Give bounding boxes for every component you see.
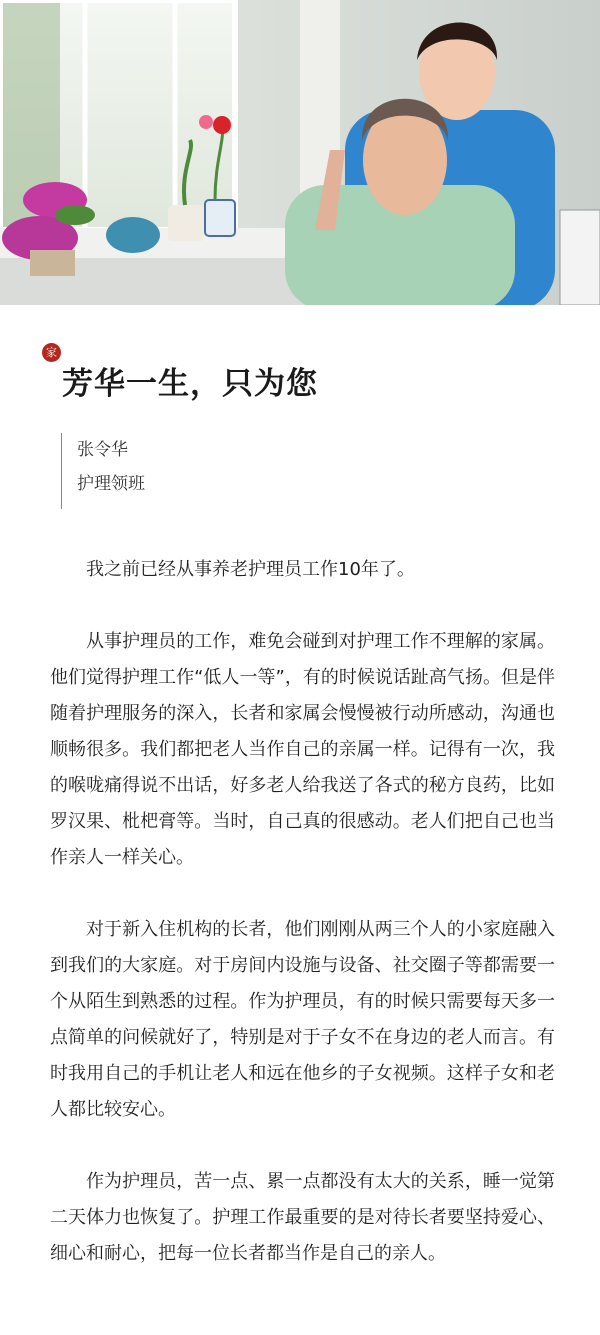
author-name: 张令华: [77, 440, 128, 460]
paragraph-3: 对于新入住机构的长者，他们刚刚从两三个人的小家庭融入到我们的大家庭。对于房间内设施与设备、社交圈子等都需要一个从陌生到熟悉的过程。作为护理员，有的时候只需要每天多一点简单的问候就好了，特别是对于子女不在身边的老人而言。有时我用自己的手机让老人和远在他乡的子女视频。这样子女和老人都比较安心。: [50, 919, 555, 1120]
paragraph-4: 作为护理员，苦一点、累一点都没有太大的关系，睡一觉第二天体力也恢复了。护理工作最重要的是对待长者要坚持爱心、细心和耐心，把每一位长者都当作是自己的亲人。: [50, 1171, 555, 1264]
paragraph-2: 从事护理员的工作，难免会碰到对护理工作不理解的家属。他们觉得护理工作“低人一等”，有的时候说话趾高气扬。但是伴随着护理服务的深入，长者和家属会慢慢被行动所感动，沟通也顺畅很多。我们都把老人当作自己的亲属一样。记得有一次，我的喉咙痛得说不出话，好多老人给我送了各式的秘方良药，比如罗汉果、枇杷膏等。当时，自己真的很感动。老人们把自己也当作亲人一样关心。: [50, 631, 555, 868]
article-title: 芳华一生，只为您: [62, 366, 318, 402]
family-seal-icon: 家: [42, 343, 61, 362]
header-photo: [0, 0, 600, 305]
article-body: [50, 552, 555, 1308]
author-block: [61, 433, 145, 509]
author-role: 护理领班: [77, 474, 145, 494]
header-photo-illustration: [0, 0, 600, 305]
paragraph-1: 我之前已经从事养老护理员工作10年了。: [86, 559, 415, 580]
